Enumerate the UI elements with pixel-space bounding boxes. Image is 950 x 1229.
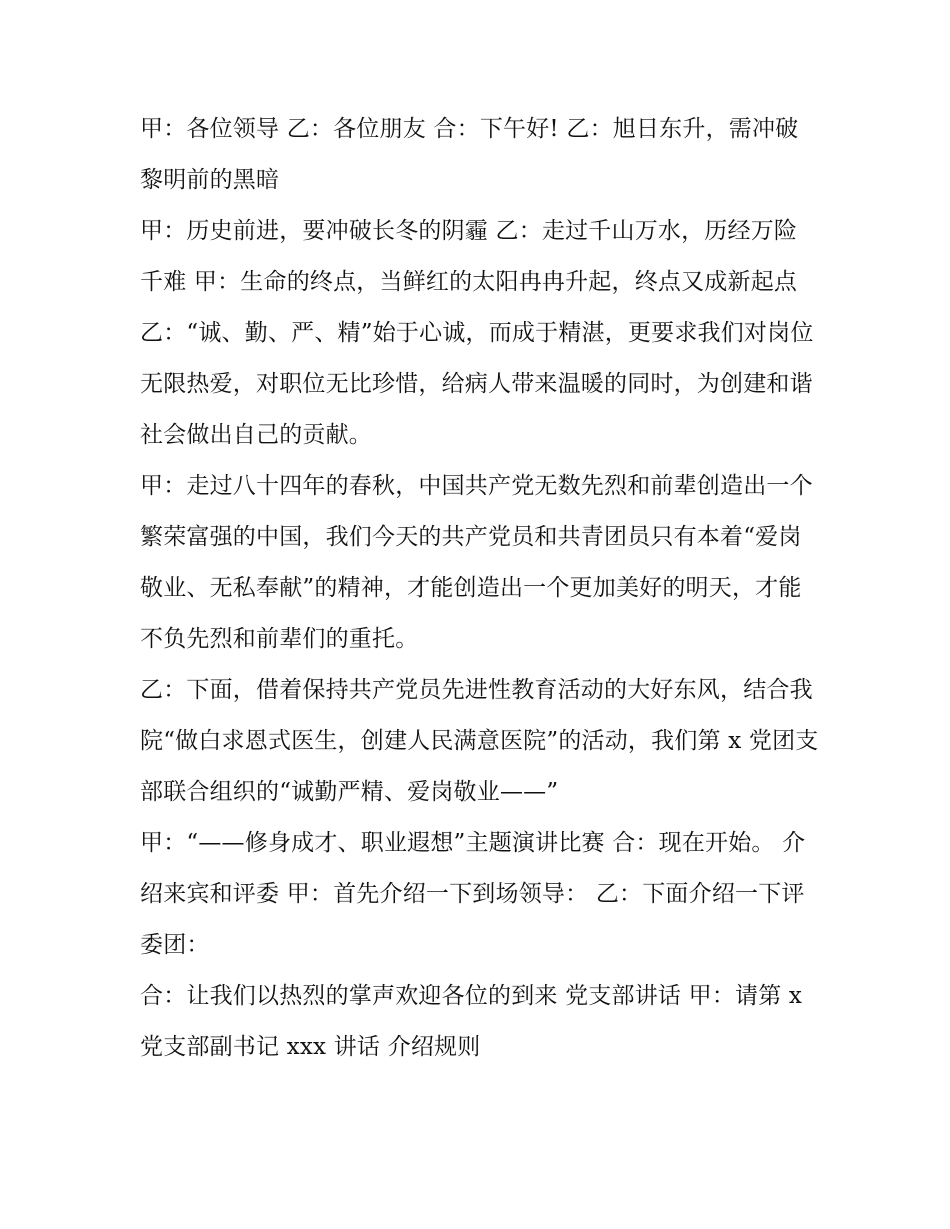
paragraph-sincerity-diligence: 乙：“诚、勤、严、精”始于心诚，而成于精湛，更要求我们对岗位无限热爱，对职位无比珍惜，给病人带来温暖的同时，为创建和谐社会做出自己的贡献。	[140, 320, 814, 448]
document-body	[140, 104, 820, 1073]
paragraph-history-progress: 甲：历史前进，要冲破长冬的阴霾 乙：走过千山万水，历经万险千难 甲：生命的终点，当鲜红的太阳冉冉升起，终点又成新起点	[140, 218, 798, 295]
paragraph-opening-greeting: 甲：各位领导 乙：各位朋友 合：下午好! 乙：旭日东升，需冲破黎明前的黑暗	[140, 116, 799, 193]
paragraph-party-branch-speech: 合：让我们以热烈的掌声欢迎各位的到来 党支部讲话 甲：请第 x 党支部副书记 xxx 讲话 介绍规则	[140, 983, 803, 1060]
paragraph-education-activity: 乙：下面，借着保持共产党员先进性教育活动的大好东风，结合我院“做白求恩式医生，创建人民满意医院”的活动，我们第 x 党团支部联合组织的“诚勤严精、爱岗敬业——”	[140, 677, 819, 805]
paragraph-speech-contest-start: 甲：“——修身成才、职业遐想”主题演讲比赛 合：现在开始。 介绍来宾和评委 甲：首先介绍一下到场领导： 乙：下面介绍一下评委团：	[140, 830, 806, 958]
paragraph-eighty-four-years: 甲：走过八十四年的春秋，中国共产党无数先烈和前辈创造出一个繁荣富强的中国，我们今天的共产党员和共青团员只有本着“爱岗敬业、无私奉献”的精神，才能创造出一个更加美好的明天，才能不负先烈和前辈们的重托。	[140, 473, 813, 652]
